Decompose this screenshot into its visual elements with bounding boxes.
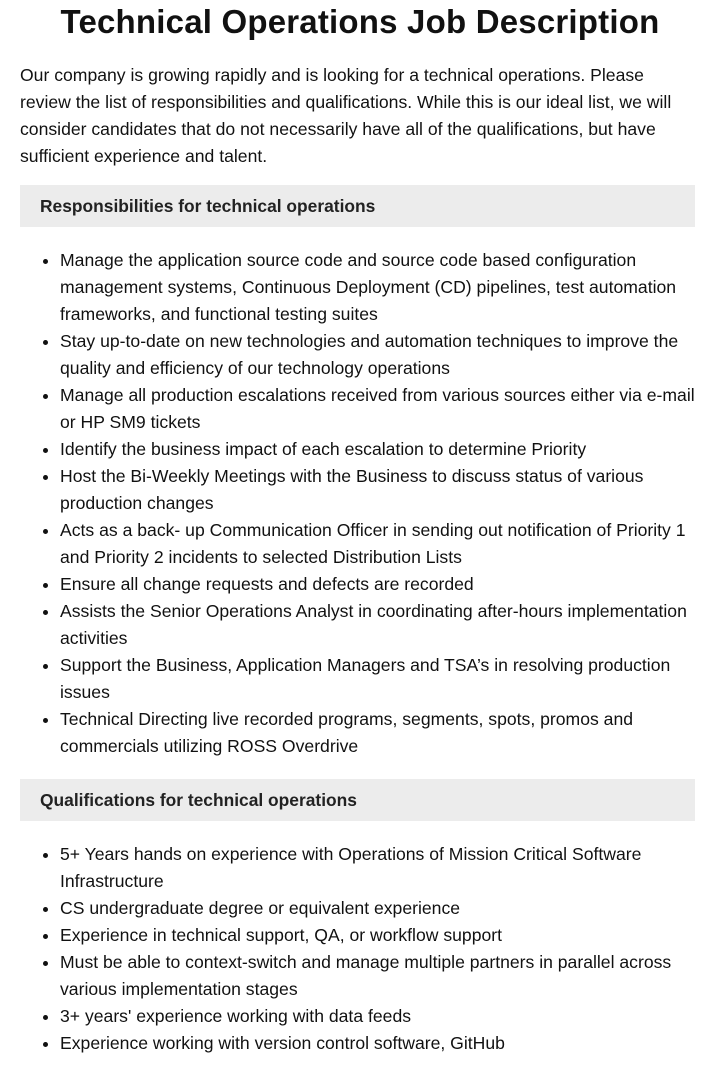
list-item: • 5+ Years hands on experience with Operations of Mission Critical Software Infrastructure: [60, 841, 695, 895]
list-item: • Manage all production escalations received from various sources either via e-mail or HP SM9 tickets: [60, 382, 695, 436]
list-item: • Acts as a back- up Communication Officer in sending out notification of Priority 1 and Priority 2 incidents to selected Distribution Lists: [60, 517, 695, 571]
page-title: Technical Operations Job Description: [60, 3, 660, 40]
list-item: • Stay up-to-date on new technologies and automation techniques to improve the quality and efficiency of our technology operations: [60, 328, 695, 382]
list-item: • Identify the business impact of each escalation to determine Priority: [60, 436, 695, 463]
list-item: • Experience in technical support, QA, or workflow support: [60, 922, 695, 949]
list-item: • Experience working with version control software, GitHub: [60, 1030, 695, 1057]
list-item: • Support the Business, Application Managers and TSA’s in resolving production issues: [60, 652, 695, 706]
list-item: • Host the Bi-Weekly Meetings with the Business to discuss status of various production changes: [60, 463, 695, 517]
responsibilities-heading: Responsibilities for technical operations: [20, 185, 695, 227]
list-item: • CS undergraduate degree or equivalent experience: [60, 895, 695, 922]
list-item: • Ensure all change requests and defects are recorded: [60, 571, 695, 598]
intro-paragraph: Our company is growing rapidly and is looking for a technical operations. Please review the list of responsibilities and qualifications. While this is our ideal list, we will consider candidates that do not necessarily have all of the qualifications, but have sufficient experience and talent.: [20, 65, 672, 166]
list-item: • Must be able to context-switch and manage multiple partners in parallel across various implementation stages: [60, 949, 695, 1003]
list-item: • Technical Directing live recorded programs, segments, spots, promos and commercials utilizing ROSS Overdrive: [60, 706, 695, 760]
list-item: • Manage the application source code and source code based configuration management systems, Continuous Deployment (CD) pipelines, test automation frameworks, and functional testing suites: [60, 247, 695, 328]
list-item: • 3+ years' experience working with data feeds: [60, 1003, 695, 1030]
qualifications-heading: Qualifications for technical operations: [20, 779, 695, 821]
list-item: • Assists the Senior Operations Analyst in coordinating after-hours implementation activities: [60, 598, 695, 652]
qualifications-list: [20, 841, 695, 1057]
responsibilities-list: [20, 247, 695, 760]
